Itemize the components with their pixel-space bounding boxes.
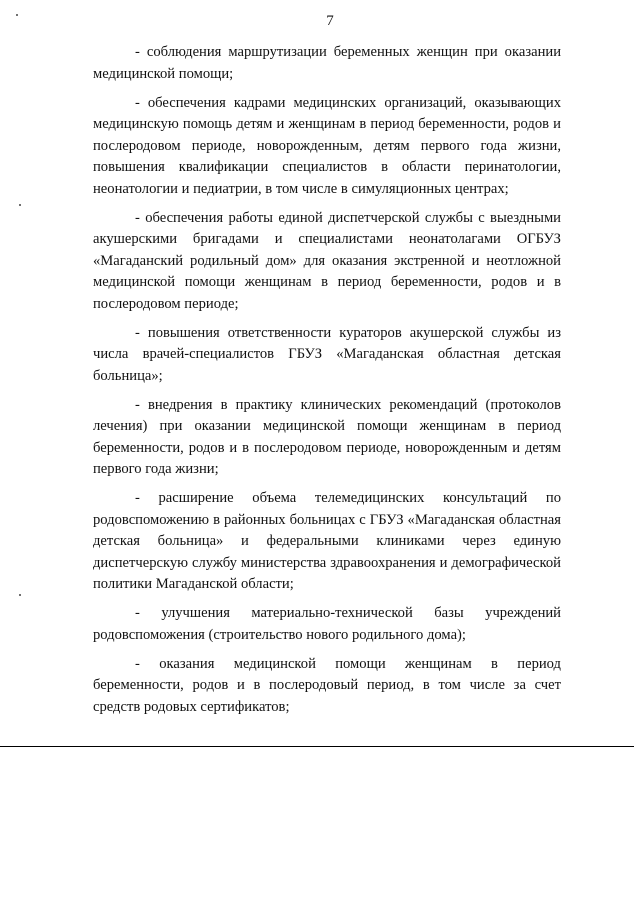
list-item: - оказания медицинской помощи женщинам в период беременности, родов и в послеродовый период, в том числе за счет средств родовых сертификатов; bbox=[93, 655, 561, 715]
list-item: - обеспечения кадрами медицинских организаций, оказывающих медицинскую помощь детям и женщинам в период беременности, родов и послеродовом периоде, новорожденным, детям первого года жизни, повышения квалификации специалистов в области перинатологии, неонатологии и педиатрии, в том числе в симуляционных центрах; bbox=[93, 94, 561, 197]
page-number: 7 bbox=[326, 13, 334, 29]
list-item: - соблюдения маршрутизации беременных женщин при оказании медицинской помощи; bbox=[93, 44, 561, 82]
document-body bbox=[93, 42, 561, 726]
list-item: - повышения ответственности кураторов акушерской службы из числа врачей-специалистов ГБУЗ «Магаданская областная детская больница»; bbox=[93, 324, 561, 384]
list-item: - расширение объема телемедицинских консультаций по родовспоможению в районных больницах с ГБУЗ «Магаданская областная детская больница» и федеральными клиниками через единую диспетчерскую службу министерства здравоохранения и демографической политики Магаданской области; bbox=[93, 490, 561, 592]
scan-speck bbox=[19, 204, 21, 206]
scan-speck bbox=[19, 594, 21, 596]
list-item: - обеспечения работы единой диспетчерской службы с выездными акушерскими бригадами и специалистами неонатолагами ОГБУЗ «Магаданский родильный дом» для оказания экстренной и неотложной медицинской помощи женщинам в период беременности, родов и в послеродовом периоде; bbox=[93, 209, 561, 312]
scan-speck bbox=[16, 14, 18, 16]
page-divider bbox=[0, 746, 634, 747]
list-item: - улучшения материально-технической базы учреждений родовспоможения (строительство нового родильного дома); bbox=[93, 605, 561, 643]
list-item: - внедрения в практику клинических рекомендаций (протоколов лечения) при оказании медицинской помощи женщинам в период беременности, родов и в послеродовом периоде, новорожденным и детям первого года жизни; bbox=[93, 396, 561, 477]
